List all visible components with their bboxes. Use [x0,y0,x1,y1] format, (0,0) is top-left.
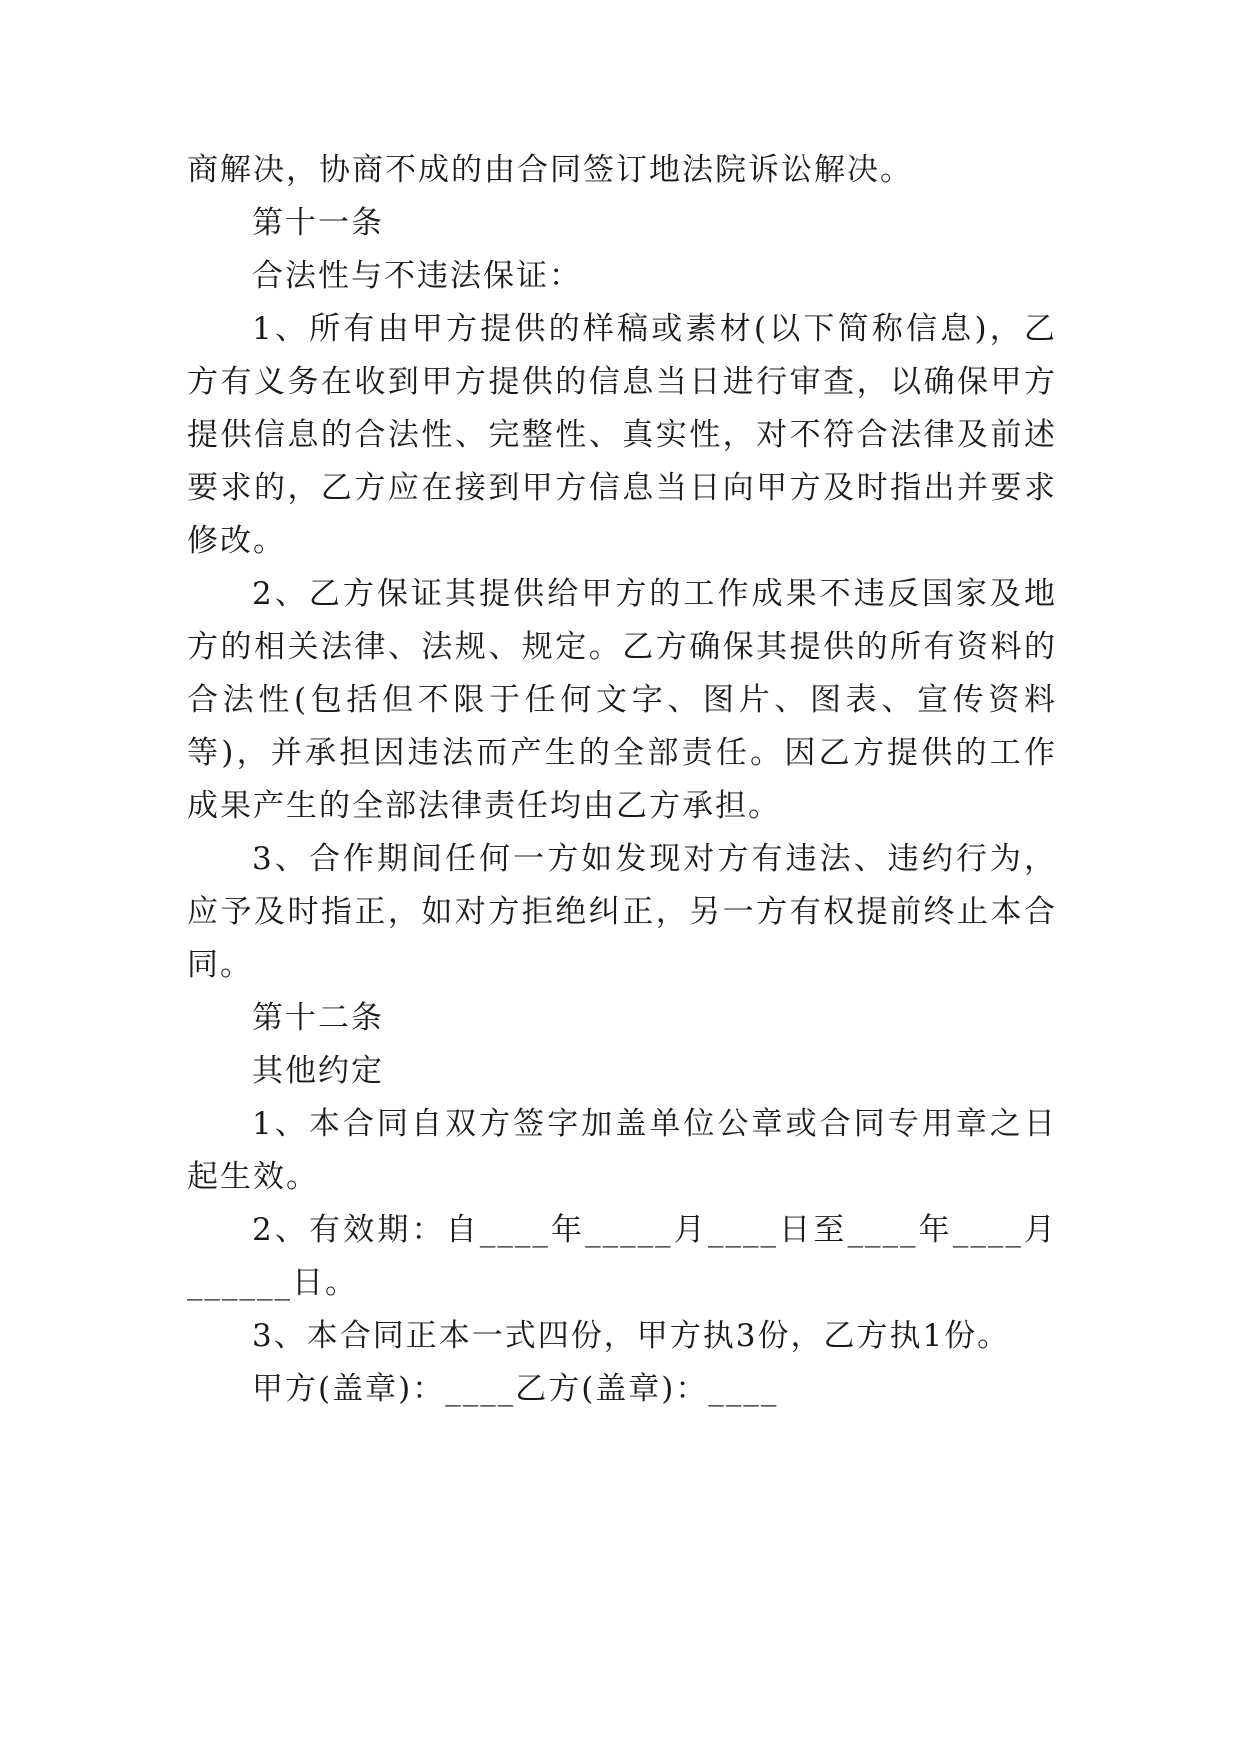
text-line-15: 应予及时指正，如对方拒绝纠正，另一方有权提前终止本合 [187,894,1057,930]
text-line-8: 修改。 [187,523,286,559]
copies-line: 3、本合同正本一式四份，甲方执3份，乙方执1份。 [252,1318,1011,1354]
text-line-7: 要求的，乙方应在接到甲方信息当日向甲方及时指出并要求 [187,470,1057,506]
text-line-6: 提供信息的合法性、完整性、真实性，对不符合法律及前述 [187,417,1057,453]
text-line-11: 合法性(包括但不限于任何文字、图片、图表、宣传资料 [187,682,1057,718]
section-title-legality: 合法性与不违法保证： [252,258,582,294]
text-line-20: 起生效。 [187,1159,319,1195]
signature-line: 甲方(盖章)：____乙方(盖章)：____ [252,1371,779,1407]
text-line-19: 1、本合同自双方签字加盖单位公章或合同专用章之日 [252,1106,1057,1142]
section-heading-11: 第十一条 [252,205,384,241]
text-line-14: 3、合作期间任何一方如发现对方有违法、违约行为， [252,841,1057,877]
text-line-16: 同。 [187,947,253,983]
section-title-other: 其他约定 [252,1053,384,1089]
text-line-9: 2、乙方保证其提供给甲方的工作成果不违反国家及地 [252,576,1057,612]
validity-period-end: ______日。 [187,1265,358,1301]
text-line-1: 商解决，协商不成的由合同签订地法院诉讼解决。 [187,152,913,188]
text-line-12: 等)，并承担因违法而产生的全部责任。因乙方提供的工作 [187,735,1057,771]
text-line-5: 方有义务在收到甲方提供的信息当日进行审查，以确保甲方 [187,364,1057,400]
text-line-10: 方的相关法律、法规、规定。乙方确保其提供的所有资料的 [187,629,1057,665]
validity-period-line: 2、有效期：自____年_____月____日至____年____月 [252,1212,1057,1248]
section-heading-12: 第十二条 [252,1000,384,1036]
text-line-13: 成果产生的全部法律责任均由乙方承担。 [187,788,781,824]
text-line-4: 1、所有由甲方提供的样稿或素材(以下简称信息)，乙 [252,311,1057,347]
